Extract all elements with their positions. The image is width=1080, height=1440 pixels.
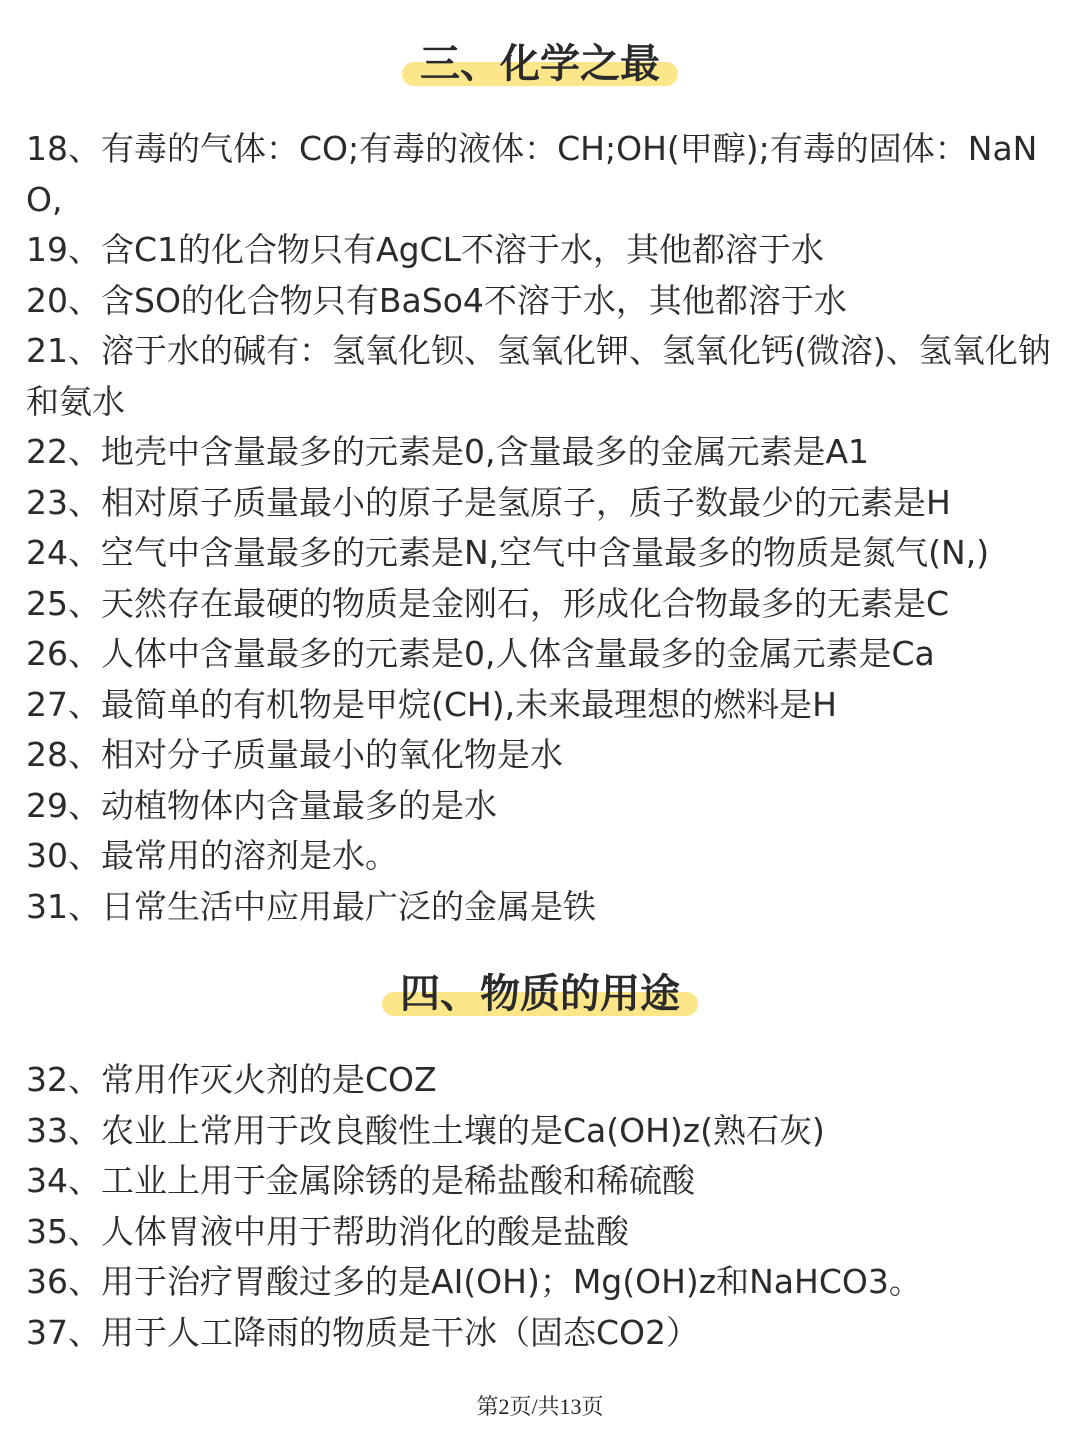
list-item: 29、动植物体内含量最多的是水 xyxy=(26,785,497,825)
list-item: 19、含C1的化合物只有AgCL不溶于水，其他都溶于水 xyxy=(26,230,824,269)
list-item: 22、地壳中含量最多的元素是0,含量最多的金属元素是A1 xyxy=(26,432,870,471)
list-item: 31、日常生活中应用最广泛的金属是铁 xyxy=(26,886,596,926)
list-item: 23、相对原子质量最小的原子是氢原子，质子数最少的元素是H xyxy=(26,482,951,522)
list-item: 28、相对分子质量最小的氧化物是水 xyxy=(26,735,563,774)
list-item: 26、人体中含量最多的元素是0,人体含量最多的金属元素是Ca xyxy=(26,634,935,673)
list-item: 37、用于人工降雨的物质是干冰（固态CO2） xyxy=(26,1312,700,1352)
list-item: 25、天然存在最硬的物质是金刚石，形成化合物最多的无素是C xyxy=(26,583,950,623)
list-item: 32、常用作灭火剂的是COZ xyxy=(26,1060,437,1099)
section-3-header xyxy=(0,40,1080,88)
list-item: 35、人体胃液中用于帮助消化的酸是盐酸 xyxy=(26,1211,629,1251)
page-indicator: 第2页/共13页 xyxy=(476,1394,604,1419)
section-3-title: 三、化学之最 xyxy=(402,40,678,88)
list-item: 21、溶于水的碱有：氢氧化钡、氢氧化钾、氢氧化钙(微溶)、氢氧化钠和氨水 xyxy=(26,331,1051,421)
list-item: 36、用于治疗胃酸过多的是AI(OH)；Mg(OH)z和NaHCO3。 xyxy=(26,1262,922,1301)
section-4-list xyxy=(26,1055,1060,1358)
list-item: 30、最常用的溶剂是水。 xyxy=(26,836,398,875)
list-item: 27、最简单的有机物是甲烷(CH),未来最理想的燃料是H xyxy=(26,684,837,724)
section-3-list xyxy=(26,124,1060,932)
section-4-title: 四、物质的用途 xyxy=(382,970,698,1018)
list-item: 33、农业上常用于改良酸性土壤的是Ca(OH)z(熟石灰) xyxy=(26,1110,825,1150)
section-4-header xyxy=(0,970,1080,1018)
list-item: 20、含SO的化合物只有BaSo4不溶于水，其他都溶于水 xyxy=(26,280,847,320)
list-item: 24、空气中含量最多的元素是N,空气中含量最多的物质是氮气(N,) xyxy=(26,533,990,572)
list-item: 18、有毒的气体：CO;有毒的液体：CH;OH(甲醇);有毒的固体：NaNO, xyxy=(26,129,1038,219)
list-item: 34、工业上用于金属除锈的是稀盐酸和稀硫酸 xyxy=(26,1161,695,1200)
